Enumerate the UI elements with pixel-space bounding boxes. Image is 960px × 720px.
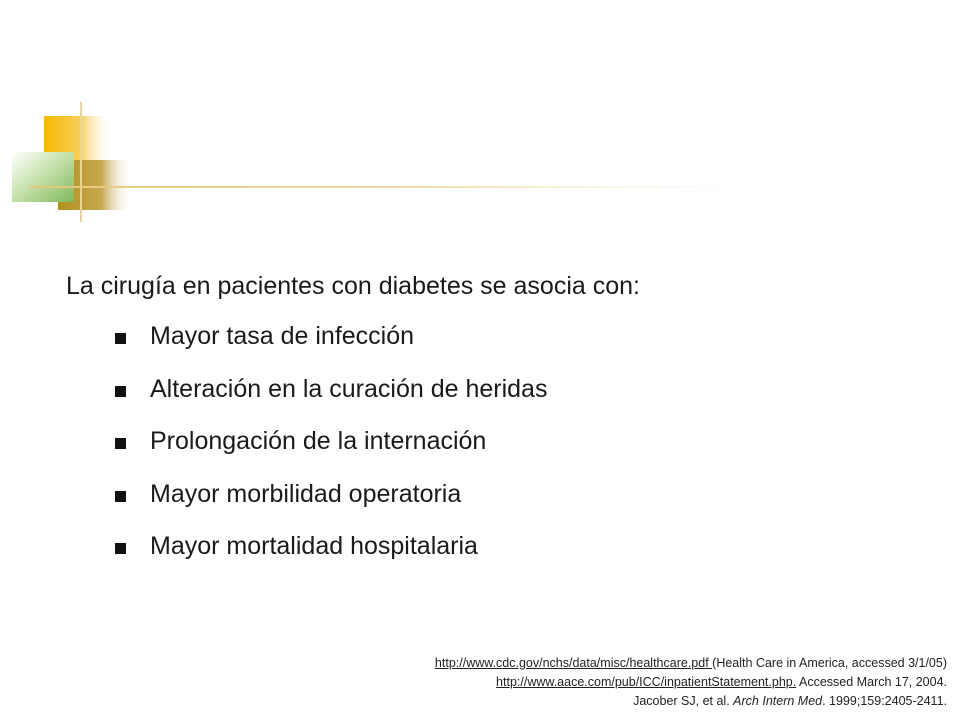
list-item: [115, 480, 547, 533]
title-underline: [30, 186, 820, 188]
list-item: [115, 532, 547, 585]
reference-3-citation: . 1999;159:2405-2411.: [822, 694, 947, 708]
title-decoration: [0, 0, 960, 240]
bullet-text: Alteración en la curación de heridas: [150, 374, 548, 403]
reference-1: [435, 654, 947, 673]
bullet-list: [115, 322, 547, 585]
reference-link-cdc[interactable]: http://www.cdc.gov/nchs/data/misc/healthcare.pdf: [434, 656, 713, 670]
vertical-line: [80, 102, 82, 222]
reference-3: [435, 692, 947, 711]
reference-3-journal: Arch Intern Med: [733, 694, 823, 708]
list-item: [115, 427, 547, 480]
green-square: [12, 152, 74, 202]
bullet-text: Mayor tasa de infección: [150, 322, 415, 350]
reference-link-aace[interactable]: http://www.aace.com/pub/ICC/inpatientStatement.php.: [496, 675, 797, 689]
reference-3-authors: Jacober SJ, et al.: [633, 694, 734, 708]
square-bullet-icon: [115, 543, 126, 554]
reference-1-text: (Health Care in America, accessed 3/1/05): [712, 656, 947, 670]
square-bullet-icon: [115, 491, 126, 502]
bullet-text: Mayor mortalidad hospitalaria: [150, 532, 478, 560]
reference-2: [435, 673, 947, 692]
references: [435, 654, 947, 711]
list-item: [115, 322, 547, 375]
square-bullet-icon: [115, 333, 126, 344]
bullet-text: Prolongación de la internación: [150, 427, 487, 455]
bullet-text: Mayor morbilidad operatoria: [150, 479, 462, 508]
square-bullet-icon: [115, 438, 126, 449]
list-item: [115, 375, 547, 428]
slide-heading: La cirugía en pacientes con diabetes se asocia con:: [66, 272, 640, 300]
square-bullet-icon: [115, 386, 126, 397]
reference-2-text: Accessed March 17, 2004.: [796, 675, 947, 689]
